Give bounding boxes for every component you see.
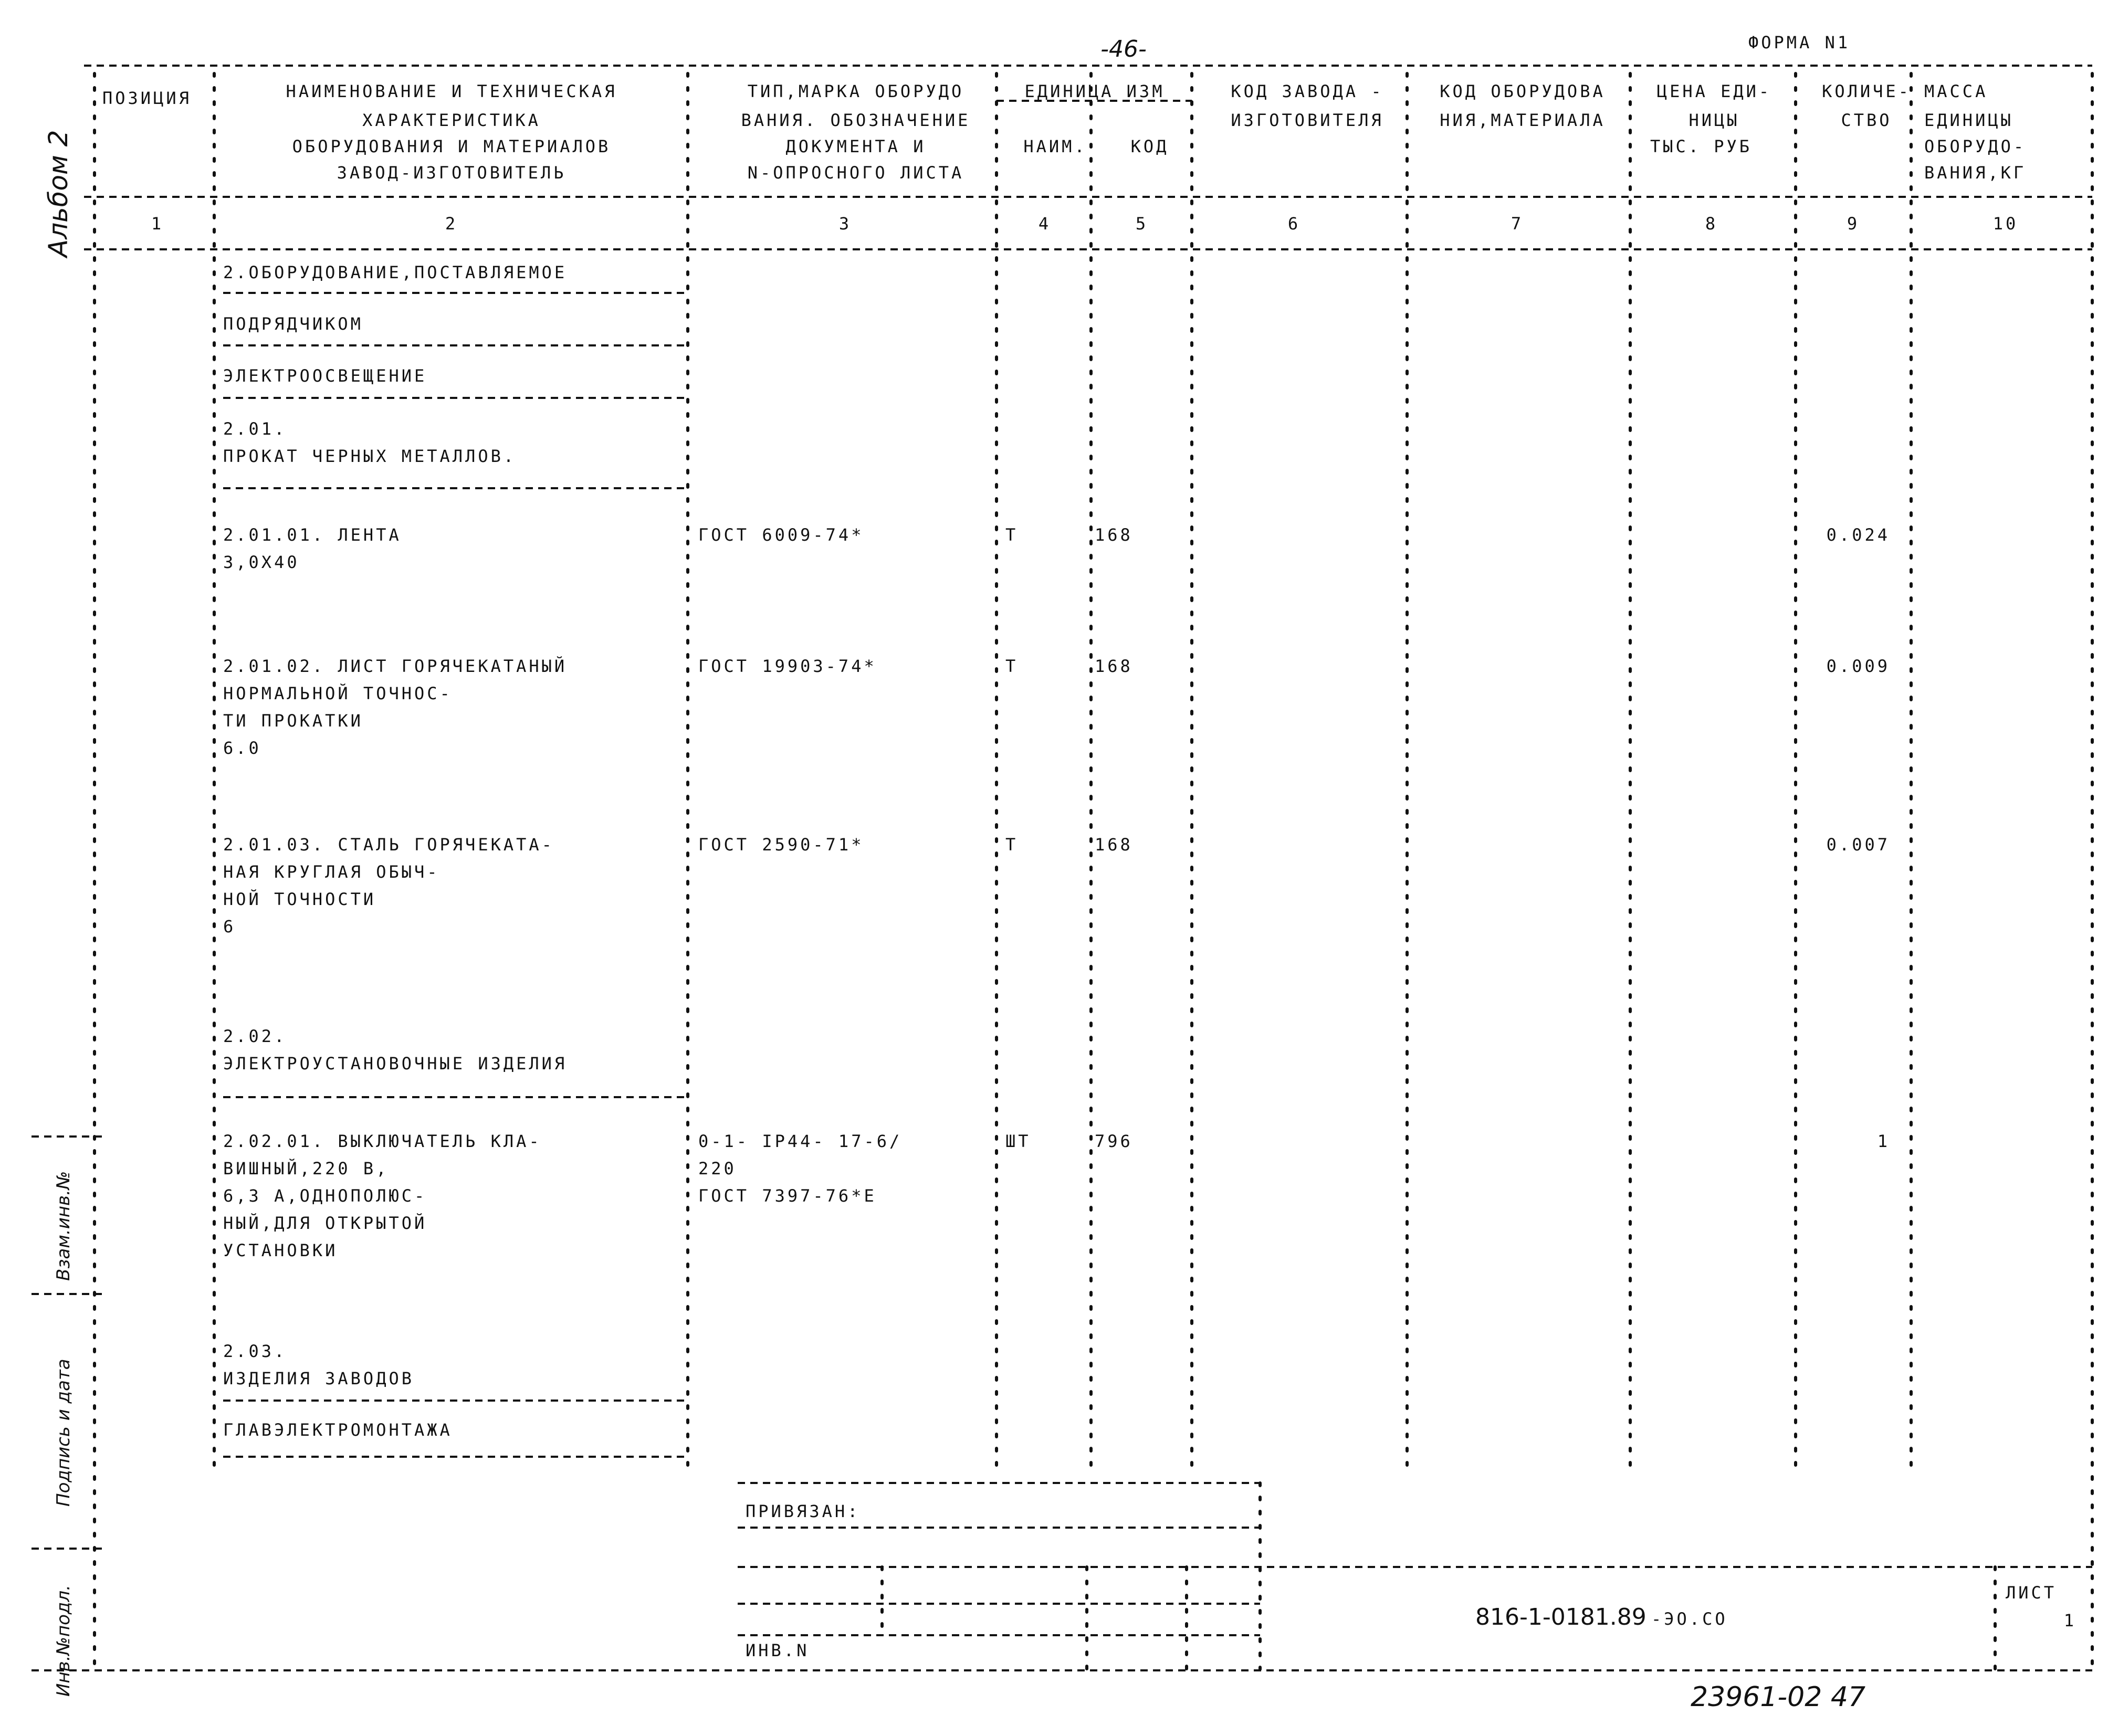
header-unit-name: НАИМ. xyxy=(1023,136,1087,156)
item-description: 2.03. xyxy=(223,1341,287,1361)
item-quantity: 1 xyxy=(1877,1131,1890,1151)
column-number: 5 xyxy=(1135,214,1149,234)
header-mass: МАССА xyxy=(1924,81,1988,101)
column-number-row xyxy=(151,214,2018,234)
table-row xyxy=(223,656,1890,758)
form-label: ФОРМА N1 xyxy=(1748,33,1851,52)
item-description: ИЗДЕЛИЯ ЗАВОДОВ xyxy=(223,1369,414,1388)
item-unit-name: Т xyxy=(1005,835,1019,855)
item-reference: 220 xyxy=(698,1159,737,1179)
item-description: НОРМАЛЬНОЙ ТОЧНОС- xyxy=(223,683,453,703)
item-description: НЫЙ,ДЛЯ ОТКРЫТОЙ xyxy=(223,1213,427,1233)
table-row xyxy=(223,835,1890,937)
item-description: 6.0 xyxy=(223,738,261,758)
footer-number: 23961-02 47 xyxy=(1691,1681,1866,1713)
inventory-label: ИНВ.N xyxy=(746,1640,810,1660)
album-label: Альбом 2 xyxy=(43,130,74,257)
item-description: НАЯ КРУГЛАЯ ОБЫЧ- xyxy=(223,862,440,882)
item-description: УСТАНОВКИ xyxy=(223,1240,338,1260)
header-mass: ВАНИЯ,КГ xyxy=(1924,163,2027,183)
column-number: 7 xyxy=(1511,214,1524,234)
item-reference: 0-1- IP44- 17-6/ xyxy=(698,1131,903,1151)
header-position: ПОЗИЦИЯ xyxy=(102,88,192,108)
table-row xyxy=(223,525,1890,572)
document-code-suffix: -ЭО.СО xyxy=(1651,1609,1728,1629)
item-unit-name: Т xyxy=(1005,656,1019,676)
column-number: 6 xyxy=(1287,214,1301,234)
header-mass: ЕДИНИЦЫ xyxy=(1924,110,2013,130)
column-number: 2 xyxy=(445,214,458,234)
bound-label: ПРИВЯЗАН: xyxy=(746,1501,861,1521)
column-number: 3 xyxy=(838,214,852,234)
item-description: 2.01. xyxy=(223,419,287,439)
item-quantity: 0.024 xyxy=(1826,525,1890,545)
header-plant-code: КОД ЗАВОДА - xyxy=(1231,81,1384,101)
header-plant-code: ИЗГОТОВИТЕЛЯ xyxy=(1231,110,1384,130)
table-row xyxy=(223,1026,688,1097)
document-code: 816-1-0181.89 xyxy=(1475,1604,1646,1630)
item-description: ПРОКАТ ЧЕРНЫХ МЕТАЛЛОВ. xyxy=(223,446,517,466)
margin-label-inv-podl: Инв.№подл. xyxy=(53,1585,74,1697)
item-quantity: 0.007 xyxy=(1826,835,1890,855)
item-unit-code: 168 xyxy=(1095,656,1133,676)
item-description: 2.02.01. ВЫКЛЮЧАТЕЛЬ КЛА- xyxy=(223,1131,542,1151)
item-description: 2.01.03. СТАЛЬ ГОРЯЧЕКАТА- xyxy=(223,835,554,855)
column-number: 10 xyxy=(1992,214,2019,234)
item-unit-name: ШТ xyxy=(1005,1131,1031,1151)
header-type-line: ТИП,МАРКА ОБОРУДО xyxy=(747,81,964,101)
header-type-line: ДОКУМЕНТА И xyxy=(785,136,926,156)
item-description: ПОДРЯДЧИКОМ xyxy=(223,314,363,334)
item-quantity: 0.009 xyxy=(1826,656,1890,676)
header-quantity: КОЛИЧЕ- xyxy=(1822,81,1911,101)
header-unit: ЕДИНИЦА ИЗМ xyxy=(1024,81,1165,101)
table-row xyxy=(223,262,688,293)
page-number: -46- xyxy=(1100,36,1147,62)
column-number: 1 xyxy=(151,214,164,234)
item-unit-name: Т xyxy=(1005,525,1019,545)
item-description: 2.01.01. ЛЕНТА xyxy=(223,525,402,545)
item-description: ТИ ПРОКАТКИ xyxy=(223,711,363,731)
sheet-number: 1 xyxy=(2063,1611,2076,1630)
table-header xyxy=(102,81,2026,183)
item-description: 2.ОБОРУДОВАНИЕ,ПОСТАВЛЯЕМОЕ xyxy=(223,262,568,282)
header-price: ЦЕНА ЕДИ- xyxy=(1656,81,1772,101)
item-reference: ГОСТ 2590-71* xyxy=(698,835,864,855)
header-unit-code: КОД xyxy=(1130,136,1169,156)
table-row xyxy=(223,1420,688,1457)
table-row xyxy=(223,314,688,345)
header-price: ТЫС. РУБ xyxy=(1650,136,1753,156)
table-row xyxy=(223,366,688,398)
margin-label-vzam-inv: Взам.инв.№ xyxy=(53,1171,74,1281)
header-name-line: ЗАВОД-ИЗГОТОВИТЕЛЬ xyxy=(337,163,567,183)
column-number: 4 xyxy=(1038,214,1052,234)
item-unit-code: 168 xyxy=(1095,835,1133,855)
table-body xyxy=(223,262,1890,1457)
table-row xyxy=(223,419,688,488)
item-description: 3,0Х40 xyxy=(223,552,300,572)
header-type-line: N-ОПРОСНОГО ЛИСТА xyxy=(747,163,964,183)
header-type-line: ВАНИЯ. ОБОЗНАЧЕНИЕ xyxy=(741,110,971,130)
header-name-line: ХАРАКТЕРИСТИКА xyxy=(362,110,541,130)
header-equipment-code: КОД ОБОРУДОВА xyxy=(1440,81,1606,101)
header-quantity: СТВО xyxy=(1841,110,1892,130)
item-reference: ГОСТ 7397-76*Е xyxy=(698,1186,877,1206)
header-mass: ОБОРУДО- xyxy=(1924,136,2027,156)
item-reference: ГОСТ 19903-74* xyxy=(698,656,877,676)
header-name-line: ОБОРУДОВАНИЯ И МАТЕРИАЛОВ xyxy=(292,136,611,156)
item-unit-code: 168 xyxy=(1095,525,1133,545)
item-description: ГЛАВЭЛЕКТРОМОНТАЖА xyxy=(223,1420,453,1440)
title-block xyxy=(738,1483,2092,1669)
header-name-line: НАИМЕНОВАНИЕ И ТЕХНИЧЕСКАЯ xyxy=(286,81,617,101)
item-description: ВИШНЫЙ,220 В, xyxy=(223,1159,389,1179)
item-description: 6 xyxy=(223,917,236,937)
item-unit-code: 796 xyxy=(1095,1131,1133,1151)
item-description: ЭЛЕКТРООСВЕЩЕНИЕ xyxy=(223,366,427,386)
margin-label-signature-date: Подпись и дата xyxy=(53,1359,74,1507)
item-description: НОЙ ТОЧНОСТИ xyxy=(223,889,376,909)
table-row xyxy=(223,1131,1890,1260)
item-description: 2.02. xyxy=(223,1026,287,1046)
column-number: 9 xyxy=(1847,214,1860,234)
item-description: 6,3 А,ОДНОПОЛЮС- xyxy=(223,1186,427,1206)
column-number: 8 xyxy=(1705,214,1718,234)
table-row xyxy=(223,1341,688,1401)
sheet-label: ЛИСТ xyxy=(2006,1583,2057,1603)
header-equipment-code: НИЯ,МАТЕРИАЛА xyxy=(1440,110,1606,130)
item-description: 2.01.02. ЛИСТ ГОРЯЧЕКАТАНЫЙ xyxy=(223,656,568,676)
item-description: ЭЛЕКТРОУСТАНОВОЧНЫЕ ИЗДЕЛИЯ xyxy=(223,1054,568,1074)
header-price: НИЦЫ xyxy=(1689,110,1740,130)
item-reference: ГОСТ 6009-74* xyxy=(698,525,864,545)
